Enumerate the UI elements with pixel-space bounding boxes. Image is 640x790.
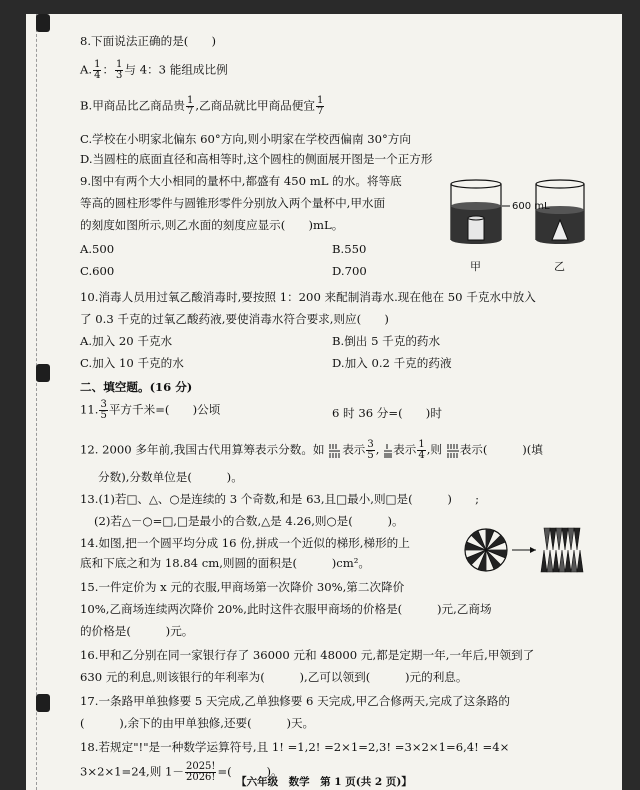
trapezoid-sector <box>565 550 571 572</box>
q15-line3: 的价格是( )元。 <box>80 624 194 638</box>
q8-option-c: C.学校在小明家北偏东 60°方向,则小明家在学校西偏南 30°方向 <box>80 132 411 146</box>
beaker-jia-label: 甲 <box>470 260 481 273</box>
water-level-label: 600 mL <box>512 201 550 212</box>
q12-line1: 12. 2000 多年前,我国古代用算筹表示分数。如 表示 $\frac{3}{5}$ , 表示 $\frac{1}{4}$ ,则 表示( )(填 <box>80 439 543 461</box>
q11-part1: 11. $\frac{3}{5}$ 平方千米=( )公顷 <box>80 399 221 421</box>
q10-line1: 10.消毒人员用过氧乙酸消毒时,要按照 1：200 来配制消毒水.现在他在 50 千克水中放入 <box>80 290 536 304</box>
trapezoid-sector <box>568 528 574 550</box>
q16-line1: 16.甲和乙分别在同一家银行存了 36000 元和 48000 元,都是定期一年,一年后,甲领到了 <box>80 648 535 662</box>
trapezoid-sector <box>577 550 583 572</box>
q17-line1: 17.一条路甲单独修要 5 天完成,乙单独修要 6 天完成,甲乙合修两天,完成了这条路的 <box>80 694 510 708</box>
q11-part2: 6 时 36 分=( )时 <box>332 406 442 420</box>
q18-line2: 3×2×1=24,则 1－ $\frac{2025!}{2026!}$ =( )。 <box>80 761 283 783</box>
binding-hole <box>36 694 50 712</box>
trapezoid-sector <box>574 528 580 550</box>
q9-option-d: D.700 <box>332 264 367 278</box>
q15-line1: 15.一件定价为 x 元的衣服,甲商场第一次降价 30%,第二次降价 <box>80 580 405 594</box>
counting-rod-icon <box>383 443 393 459</box>
q10-line2: 了 0.3 千克的过氧乙酸药液,要使消毒水符合要求,则应( ) <box>80 312 389 326</box>
binding-hole <box>36 14 50 32</box>
trapezoid-sector <box>547 550 553 572</box>
q13-line2: (2)若△－○=□,□是最小的合数,△是 4.26,则○是( )。 <box>94 514 404 528</box>
q10-option-d: D.加入 0.2 千克的药液 <box>332 356 452 370</box>
q9-line1: 9.图中有两个大小相同的量杯中,都盛有 450 mL 的水。将等底 <box>80 174 402 188</box>
beaker-figure <box>450 176 585 276</box>
q9-line2: 等高的圆柱形零件与圆锥形零件分别放入两个量杯中,甲水面 <box>80 196 386 210</box>
exam-sheet <box>26 14 622 790</box>
q12-line2: 分数),分数单位是( )。 <box>98 470 243 484</box>
circle-to-trapezoid-figure <box>464 526 584 574</box>
q8-option-a: A. $\frac{1}{4}$ ： $\frac{1}{3}$ 与 4：3 能组成比例 <box>80 59 228 81</box>
q17-line2: ( ),余下的由甲单独修,还要( )天。 <box>80 716 315 730</box>
q9-option-a: A.500 <box>80 242 115 256</box>
q8-stem: 8.下面说法正确的是( ) <box>80 34 217 48</box>
trapezoid-sector <box>544 528 550 550</box>
section-fill-in-title: 二、填空题。(16 分) <box>80 380 193 394</box>
q15-line2: 10%,乙商场连续两次降价 20%,此时这件衣服甲商场的价格是( )元,乙商场 <box>80 602 492 616</box>
counting-rod-icon <box>328 443 342 459</box>
q8-option-d: D.当圆柱的底面直径和高相等时,这个圆柱的侧面展开图是一个正方形 <box>80 152 433 166</box>
trapezoid-sector <box>556 528 562 550</box>
q9-option-c: C.600 <box>80 264 115 278</box>
q9-option-b: B.550 <box>332 242 367 256</box>
q10-option-c: C.加入 10 千克的水 <box>80 356 184 370</box>
q14-line1: 14.如图,把一个圆平均分成 16 份,拼成一个近似的梯形,梯形的上 <box>80 536 410 550</box>
page-footer: 【六年级 数学 第 1 页(共 2 页)】 <box>236 776 412 788</box>
trapezoid-sector <box>571 550 577 572</box>
q10-option-a: A.加入 20 千克水 <box>80 334 173 348</box>
divided-circle <box>465 529 507 571</box>
q13-line1: 13.(1)若□、△、○是连续的 3 个奇数,和是 63,且□最小,则□是( ) ; <box>80 492 480 506</box>
trapezoid-sector <box>541 550 547 572</box>
trapezoid-sector <box>559 550 565 572</box>
q18-line1: 18.若规定"!"是一种数学运算符号,且 1! =1,2! =2×1=2,3! =3×2×1=6,4! =4× <box>80 740 510 754</box>
arrow-head-icon <box>530 547 536 553</box>
q9-line3: 的刻度如图所示,则乙水面的刻度应显示( )mL。 <box>80 218 344 232</box>
q8-option-b: B.甲商品比乙商品贵 $\frac{1}{7}$ ,乙商品就比甲商品便宜 $\frac{1}{7}$ <box>80 95 324 117</box>
beaker-yi-label: 乙 <box>554 260 565 273</box>
trapezoid-sector <box>553 550 559 572</box>
q16-line2: 630 元的利息,则该银行的年利率为( ),乙可以领到( )元的利息。 <box>80 670 468 684</box>
q10-option-b: B.倒出 5 千克的药水 <box>332 334 441 348</box>
beaker-jia <box>451 180 501 244</box>
trapezoid-sectors <box>541 528 583 572</box>
counting-rod-icon <box>446 443 460 459</box>
binding-hole <box>36 364 50 382</box>
binding-margin <box>28 14 37 790</box>
beaker-yi <box>536 180 584 244</box>
q14-line2: 底和下底之和为 18.84 cm,则圆的面积是( )cm²。 <box>80 556 371 570</box>
trapezoid-sector <box>562 528 568 550</box>
trapezoid-sector <box>550 528 556 550</box>
